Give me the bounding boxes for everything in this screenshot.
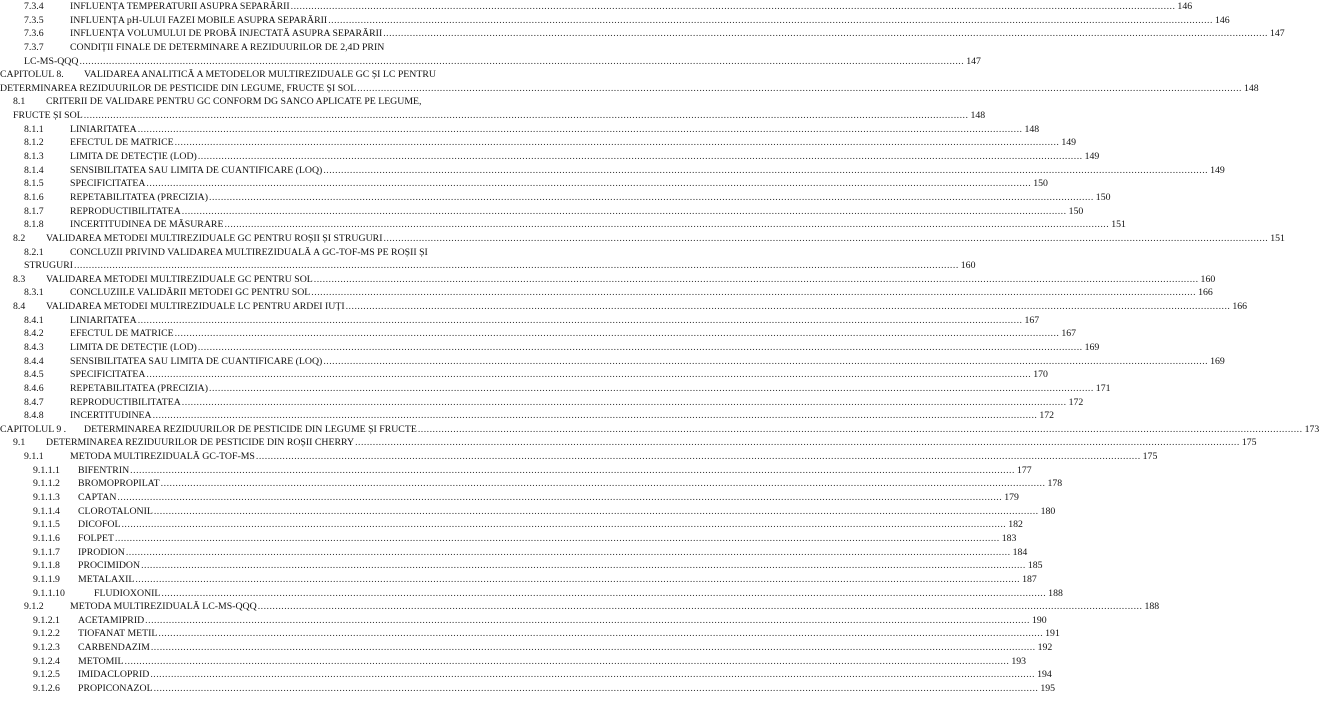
toc-entry-page: 173 <box>1304 423 1319 435</box>
toc-entry[interactable] <box>0 150 1100 164</box>
toc-entry-title: METODA MULTIREZIDUALĂ GC-TOF-MS <box>70 451 255 463</box>
toc-entry-title: REPRODUCTIBILITATEA <box>70 205 181 217</box>
toc-entry[interactable] <box>0 436 1257 450</box>
toc-entry-title: INFLUENȚA VOLUMULUI DE PROBĂ INJECTATĂ ASUPRA SEPARĂRII <box>70 28 383 40</box>
toc-entry-title: LINIARITATEA <box>70 314 137 326</box>
toc-entry-page: 169 <box>1084 342 1100 353</box>
toc-entry[interactable] <box>0 55 981 69</box>
toc-entry[interactable] <box>0 27 1285 41</box>
toc-entry[interactable] <box>0 627 1060 641</box>
dot-leader: ............................................................................................................................................................................................................................................................................................................ <box>209 382 1094 394</box>
toc-entry[interactable] <box>0 600 1160 614</box>
toc-entry-number: 8.4.3 <box>24 342 44 353</box>
dot-leader: ............................................................................................................................................................................................................................................................................................................ <box>145 614 1030 626</box>
toc-entry-title: LIMITA DE DETECȚIE (LOD) <box>70 151 197 163</box>
toc-entry-title: DETERMINAREA REZIDUURILOR DE PESTICIDE DIN LEGUME ȘI FRUCTE <box>84 423 417 435</box>
toc-entry[interactable] <box>0 423 1319 437</box>
toc-entry-page: 179 <box>1004 492 1019 504</box>
toc-entry[interactable] <box>0 177 1048 191</box>
toc-entry-page: 149 <box>1210 164 1225 176</box>
toc-entry-number: 9.1.2.6 <box>33 683 60 694</box>
toc-entry[interactable] <box>0 573 1037 587</box>
toc-entry-number: 8.4.7 <box>24 396 44 408</box>
toc-entry-page: 188 <box>1144 601 1160 613</box>
toc-entry[interactable] <box>0 396 1084 410</box>
toc-entry-number: 8.2.1 <box>24 246 44 258</box>
toc-entry-page: 175 <box>1142 451 1158 463</box>
toc-entry-title: INCERTITUDINEA <box>70 410 152 422</box>
toc-entry-number: 9.1.1.7 <box>33 546 60 558</box>
toc-entry-page: 183 <box>1001 532 1017 544</box>
toc-entry-title: METODA MULTIREZIDUALĂ LC-MS-QQQ <box>70 601 257 613</box>
toc-entry-page: 194 <box>1037 669 1052 681</box>
toc-entry-page: 160 <box>960 260 976 272</box>
toc-entry[interactable] <box>0 546 1028 560</box>
dot-leader: ............................................................................................................................................................................................................................................................................................................ <box>383 232 1269 244</box>
toc-entry-title: LC-MS-QQQ <box>24 55 79 67</box>
toc-entry-title: INCERTITUDINEA DE MĂSURARE <box>70 219 224 231</box>
toc-entry-title: REPETABILITATEA (PRECIZIA) <box>70 191 209 203</box>
dot-leader: ............................................................................................................................................................................................................................................................................................................ <box>323 164 1209 176</box>
toc-entry-number: 9.1.2.5 <box>33 669 60 681</box>
dot-leader: ............................................................................................................................................................................................................................................................................................................ <box>137 314 1023 326</box>
dot-leader: ............................................................................................................................................................................................................................................................................................................ <box>355 437 1240 449</box>
dot-leader: ............................................................................................................................................................................................................................................................................................................ <box>161 587 1047 599</box>
dot-leader: ............................................................................................................................................................................................................................................................................................................ <box>83 110 969 122</box>
dot-leader: ............................................................................................................................................................................................................................................................................................................ <box>290 1 1176 12</box>
toc-entry-number: 8.1 <box>13 96 26 108</box>
toc-entry-number: 9.1.2.1 <box>33 614 60 626</box>
toc-entry[interactable] <box>0 368 1048 382</box>
toc-entry[interactable] <box>0 191 1111 205</box>
toc-entry[interactable] <box>0 82 1259 96</box>
toc-entry[interactable] <box>0 614 1047 628</box>
toc-entry-page: 167 <box>1061 328 1077 340</box>
toc-entry[interactable] <box>0 14 1230 28</box>
toc-entry[interactable] <box>0 409 1055 423</box>
toc-entry-number: 9.1.1.4 <box>33 505 60 517</box>
dot-leader: ............................................................................................................................................................................................................................................................................................................ <box>357 82 1242 94</box>
toc-entry-page: 149 <box>1061 137 1077 149</box>
dot-leader: ............................................................................................................................................................................................................................................................................................................ <box>209 191 1094 203</box>
toc-entry-number: CAPITOLUL 8. <box>0 69 64 81</box>
toc-entry-title: PROPICONAZOL <box>78 683 153 694</box>
toc-entry-page: 148 <box>970 110 986 122</box>
dot-leader: ............................................................................................................................................................................................................................................................................................................ <box>328 14 1213 26</box>
toc-entry-number: 7.3.5 <box>24 14 44 26</box>
toc-entry-number: 8.2 <box>13 232 26 244</box>
toc-entry-number: 9.1.1.5 <box>33 519 60 531</box>
toc-entry[interactable] <box>0 273 1216 287</box>
dot-leader: ............................................................................................................................................................................................................................................................................................................ <box>345 301 1231 313</box>
dot-leader: ............................................................................................................................................................................................................................................................................................................ <box>124 655 1010 667</box>
toc-entry[interactable] <box>0 0 1193 14</box>
dot-leader: ............................................................................................................................................................................................................................................................................................................ <box>137 123 1023 135</box>
toc-entry-number: 8.1.8 <box>24 219 44 231</box>
toc-entry-number: 9.1.1.3 <box>33 492 60 504</box>
toc-entry-page: 151 <box>1111 219 1126 231</box>
toc-entry-number: 9.1.2.2 <box>33 628 60 640</box>
toc-entry-number: 8.4 <box>13 301 26 313</box>
toc-entry-number: 7.3.4 <box>24 1 44 12</box>
toc-entry-page: 147 <box>1269 28 1285 40</box>
toc-entry[interactable] <box>0 559 1043 573</box>
toc-entry-title: METOMIL <box>78 655 124 667</box>
dot-leader: ............................................................................................................................................................................................................................................................................................................ <box>257 601 1143 613</box>
toc-entry-title: VALIDAREA METODEI MULTIREZIDUALE GC PENTRU ROȘII ȘI STRUGURI <box>46 232 383 244</box>
toc-entry-page: 148 <box>1243 82 1259 94</box>
toc-entry[interactable] <box>0 314 1040 328</box>
toc-entry-title: METALAXIL <box>78 573 135 585</box>
toc-entry-title: EFECTUL DE MATRICE <box>70 137 174 149</box>
toc-entry-title: CONDIȚII FINALE DE DETERMINARE A REZIDUURILOR DE 2,4D PRIN <box>70 41 385 53</box>
toc-entry-title: DETERMINAREA REZIDUURILOR DE PESTICIDE DIN ROȘII CHERRY <box>46 437 355 449</box>
dot-leader: ............................................................................................................................................................................................................................................................................................................ <box>121 519 1007 531</box>
toc-entry-number: 8.4.2 <box>24 328 44 340</box>
toc-entry-number: 8.1.4 <box>24 164 44 176</box>
toc-entry-number: 8.1.3 <box>24 151 44 163</box>
toc-entry-title: CAPTAN <box>78 492 117 504</box>
toc-entry-page: 151 <box>1270 232 1285 244</box>
toc-entry-page: 169 <box>1210 355 1225 367</box>
toc-entry-page: 148 <box>1024 123 1040 135</box>
toc-entry-title: FOLPET <box>78 532 114 544</box>
toc-entry-page: 166 <box>1198 287 1213 299</box>
toc-entry[interactable] <box>0 491 1019 505</box>
dot-leader: ............................................................................................................................................................................................................................................................................................................ <box>146 369 1032 381</box>
toc-entry-page: 190 <box>1031 614 1047 626</box>
toc-entry-title: SPECIFICITATEA <box>70 178 146 190</box>
dot-leader: ............................................................................................................................................................................................................................................................................................................ <box>146 178 1032 190</box>
dot-leader: ............................................................................................................................................................................................................................................................................................................ <box>224 219 1110 231</box>
toc-entry-number: 8.4.4 <box>24 355 44 367</box>
toc-entry-title: CRITERII DE VALIDARE PENTRU GC CONFORM DG SANCO APLICATE PE LEGUME, <box>46 96 422 108</box>
toc-entry-title: IPRODION <box>78 546 125 558</box>
dot-leader: ............................................................................................................................................................................................................................................................................................................ <box>181 205 1067 217</box>
dot-leader: ............................................................................................................................................................................................................................................................................................................ <box>150 669 1036 681</box>
toc-entry-page: 146 <box>1177 1 1193 12</box>
toc-entry-title: INFLUENȚA TEMPERATURII ASUPRA SEPARĂRII <box>70 1 290 12</box>
dot-leader: ............................................................................................................................................................................................................................................................................................................ <box>153 683 1039 694</box>
toc-entry[interactable] <box>0 41 534 55</box>
toc-entry-title: VALIDAREA ANALITICĂ A METODELOR MULTIREZIDUALE GC ȘI LC PENTRU <box>84 69 436 81</box>
toc-entry-page: 166 <box>1232 301 1248 313</box>
dot-leader: ............................................................................................................................................................................................................................................................................................................ <box>197 151 1083 163</box>
toc-entry-number: 9.1.1.6 <box>33 532 60 544</box>
toc-entry-page: 150 <box>1033 178 1048 190</box>
toc-entry-page: 180 <box>1040 505 1056 517</box>
toc-entry-page: 149 <box>1084 151 1100 163</box>
dot-leader: ............................................................................................................................................................................................................................................................................................................ <box>141 560 1026 572</box>
toc-entry-title: ACETAMIPRID <box>78 614 145 626</box>
toc-entry-number: 8.4.1 <box>24 314 44 326</box>
toc-entry-title: REPRODUCTIBILITATEA <box>70 396 181 408</box>
toc-entry-page: 185 <box>1027 560 1043 572</box>
dot-leader: ............................................................................................................................................................................................................................................................................................................ <box>160 478 1046 490</box>
toc-entry-title: TIOFANAT METIL <box>78 628 158 640</box>
toc-entry-number: 9.1.1.10 <box>33 587 65 599</box>
toc-entry-title: CONCLUZIILE VALIDĂRII METODEI GC PENTRU SOL <box>70 287 311 299</box>
toc-entry-number: 9.1.1.1 <box>33 464 60 476</box>
toc-entry[interactable] <box>0 246 534 260</box>
toc-entry-page: 160 <box>1200 273 1216 285</box>
toc-entry-page: 170 <box>1033 369 1048 381</box>
dot-leader: ............................................................................................................................................................................................................................................................................................................ <box>417 423 1303 435</box>
dot-leader: ............................................................................................................................................................................................................................................................................................................ <box>125 546 1011 558</box>
toc-entry-number: 8.3.1 <box>24 287 44 299</box>
toc-entry-page: 150 <box>1095 191 1111 203</box>
toc-entry[interactable] <box>0 68 534 82</box>
toc-entry-page: 182 <box>1008 519 1023 531</box>
toc-entry-title: INFLUENȚA pH-ULUI FAZEI MOBILE ASUPRA SEPARĂRII <box>70 14 328 26</box>
toc-entry-number: 9.1.1.8 <box>33 560 60 572</box>
toc-entry-title: LIMITA DE DETECȚIE (LOD) <box>70 342 197 353</box>
toc-entry[interactable] <box>0 286 1213 300</box>
toc-entry-title: VALIDAREA METODEI MULTIREZIDUALE GC PENTRU SOL <box>46 273 313 285</box>
dot-leader: ............................................................................................................................................................................................................................................................................................................ <box>323 355 1209 367</box>
toc-entry-title: BROMOPROPILAT <box>78 478 160 490</box>
toc-entry-title: DETERMINAREA REZIDUURILOR DE PESTICIDE DIN LEGUME, FRUCTE ȘI SOL <box>0 82 357 94</box>
toc-entry-title: IMIDACLOPRID <box>78 669 150 681</box>
toc-entry-number: 8.1.5 <box>24 178 44 190</box>
toc-entry[interactable] <box>0 668 1052 682</box>
toc-entry-title: PROCIMIDON <box>78 560 141 572</box>
toc-entry-page: 191 <box>1045 628 1060 640</box>
dot-leader: ............................................................................................................................................................................................................................................................................................................ <box>313 273 1199 285</box>
toc-entry-number: 9.1.2.3 <box>33 642 60 654</box>
dot-leader: ............................................................................................................................................................................................................................................................................................................ <box>158 628 1044 640</box>
toc-entry-page: 178 <box>1047 478 1063 490</box>
toc-entry-title: LINIARITATEA <box>70 123 137 135</box>
toc-entry[interactable] <box>0 532 1017 546</box>
toc-entry[interactable] <box>0 641 1053 655</box>
toc-entry-title: FLUDIOXONIL <box>94 587 161 599</box>
toc-entry-page: 171 <box>1095 382 1111 394</box>
toc-entry-page: 172 <box>1039 410 1055 422</box>
toc-entry-number: 9.1.1 <box>24 451 44 463</box>
toc-entry[interactable] <box>0 95 534 109</box>
toc-entry[interactable] <box>0 300 1248 314</box>
toc-entry-page: 188 <box>1048 587 1063 599</box>
toc-entry-number: 8.4.8 <box>24 410 44 422</box>
toc-entry-title: CARBENDAZIM <box>78 642 150 654</box>
toc-entry[interactable] <box>0 505 1056 519</box>
toc-entry-number: 8.4.6 <box>24 382 44 394</box>
toc-entry[interactable] <box>0 464 1032 478</box>
toc-entry[interactable] <box>0 136 1077 150</box>
dot-leader: ............................................................................................................................................................................................................................................................................................................ <box>174 328 1060 340</box>
toc-entry-page: 193 <box>1011 655 1027 667</box>
toc-entry-title: SENSIBILITATEA SAU LIMITA DE CUANTIFICARE (LOQ) <box>70 164 323 176</box>
toc-entry-number: 9.1.2.4 <box>33 655 60 667</box>
toc-entry-number: 9.1.1.2 <box>33 478 60 490</box>
dot-leader: ............................................................................................................................................................................................................................................................................................................ <box>255 451 1141 463</box>
toc-entry-page: 146 <box>1214 14 1230 26</box>
toc-entry-title: EFECTUL DE MATRICE <box>70 328 174 340</box>
toc-entry[interactable] <box>0 164 1225 178</box>
toc-entry-page: 167 <box>1024 314 1040 326</box>
toc-entry-title: BIFENTRIN <box>78 464 130 476</box>
toc-entry[interactable] <box>0 355 1225 369</box>
toc-entry[interactable] <box>0 109 986 123</box>
toc-entry-title: SENSIBILITATEA SAU LIMITA DE CUANTIFICARE (LOQ) <box>70 355 323 367</box>
dot-leader: ............................................................................................................................................................................................................................................................................................................ <box>197 342 1083 353</box>
toc-entry-number: CAPITOLUL 9 . <box>0 423 67 435</box>
dot-leader: ............................................................................................................................................................................................................................................................................................................ <box>74 260 959 272</box>
toc-entry[interactable] <box>0 477 1063 491</box>
toc-entry[interactable] <box>0 587 1063 601</box>
toc-entry-title: DICOFOL <box>78 519 121 531</box>
dot-leader: ............................................................................................................................................................................................................................................................................................................ <box>79 55 965 67</box>
toc-entry-number: 9.1 <box>13 437 26 449</box>
dot-leader: ............................................................................................................................................................................................................................................................................................................ <box>150 642 1036 654</box>
toc-entry-title: SPECIFICITATEA <box>70 369 146 381</box>
toc-entry-number: 8.1.2 <box>24 137 44 149</box>
toc-entry-number: 7.3.6 <box>24 28 44 40</box>
toc-entry-page: 172 <box>1068 396 1084 408</box>
dot-leader: ............................................................................................................................................................................................................................................................................................................ <box>174 137 1060 149</box>
toc-entry-number: 9.1.2 <box>24 601 44 613</box>
dot-leader: ............................................................................................................................................................................................................................................................................................................ <box>117 492 1003 504</box>
toc-entry-number: 9.1.1.9 <box>33 573 60 585</box>
toc-entry[interactable] <box>0 518 1023 532</box>
toc-entry-number: 8.1.7 <box>24 205 44 217</box>
toc-entry[interactable] <box>0 655 1027 669</box>
toc-entry-number: 8.3 <box>13 273 26 285</box>
toc-entry-title: CONCLUZII PRIVIND VALIDAREA MULTIREZIDUALĂ A GC-TOF-MS PE ROȘII ȘI <box>70 246 428 258</box>
toc-entry-page: 195 <box>1040 683 1056 694</box>
toc-entry-page: 192 <box>1037 642 1053 654</box>
toc-entry[interactable] <box>0 218 1126 232</box>
toc-entry[interactable] <box>0 327 1077 341</box>
toc-entry[interactable] <box>0 341 1100 355</box>
toc-entry-number: 8.1.1 <box>24 123 44 135</box>
toc-entry-page: 177 <box>1016 464 1032 476</box>
toc-entry-number: 7.3.7 <box>24 41 44 53</box>
toc-entry-page: 150 <box>1068 205 1084 217</box>
toc-entry-page: 175 <box>1241 437 1257 449</box>
toc-entry-page: 147 <box>966 55 981 67</box>
dot-leader: ............................................................................................................................................................................................................................................................................................................ <box>311 287 1197 299</box>
toc-entry[interactable] <box>0 382 1111 396</box>
dot-leader: ............................................................................................................................................................................................................................................................................................................ <box>130 464 1015 476</box>
toc-entry-page: 187 <box>1022 573 1037 585</box>
dot-leader: ............................................................................................................................................................................................................................................................................................................ <box>114 532 1000 544</box>
toc-entry-page: 184 <box>1012 546 1028 558</box>
toc-entry-title: VALIDAREA METODEI MULTIREZIDUALE LC PENTRU ARDEI IUȚI <box>46 301 345 313</box>
dot-leader: ............................................................................................................................................................................................................................................................................................................ <box>181 396 1067 408</box>
toc-entry[interactable] <box>0 259 976 273</box>
toc-entry-number: 8.1.6 <box>24 191 44 203</box>
toc-entry[interactable] <box>0 205 1084 219</box>
toc-entry[interactable] <box>0 682 1056 696</box>
toc-entry[interactable] <box>0 450 1158 464</box>
toc-entry-title: STRUGURI <box>24 260 73 272</box>
dot-leader: ............................................................................................................................................................................................................................................................................................................ <box>135 573 1021 585</box>
toc-entry-title: FRUCTE ȘI SOL <box>13 110 83 122</box>
dot-leader: ............................................................................................................................................................................................................................................................................................................ <box>152 410 1038 422</box>
dot-leader: ............................................................................................................................................................................................................................................................................................................ <box>383 28 1268 40</box>
toc-entry[interactable] <box>0 232 1285 246</box>
toc-entry-title: CLOROTALONIL <box>78 505 153 517</box>
toc-entry[interactable] <box>0 123 1040 137</box>
dot-leader: ............................................................................................................................................................................................................................................................................................................ <box>153 505 1039 517</box>
toc-entry-title: REPETABILITATEA (PRECIZIA) <box>70 382 209 394</box>
toc-entry-number: 8.4.5 <box>24 369 44 381</box>
